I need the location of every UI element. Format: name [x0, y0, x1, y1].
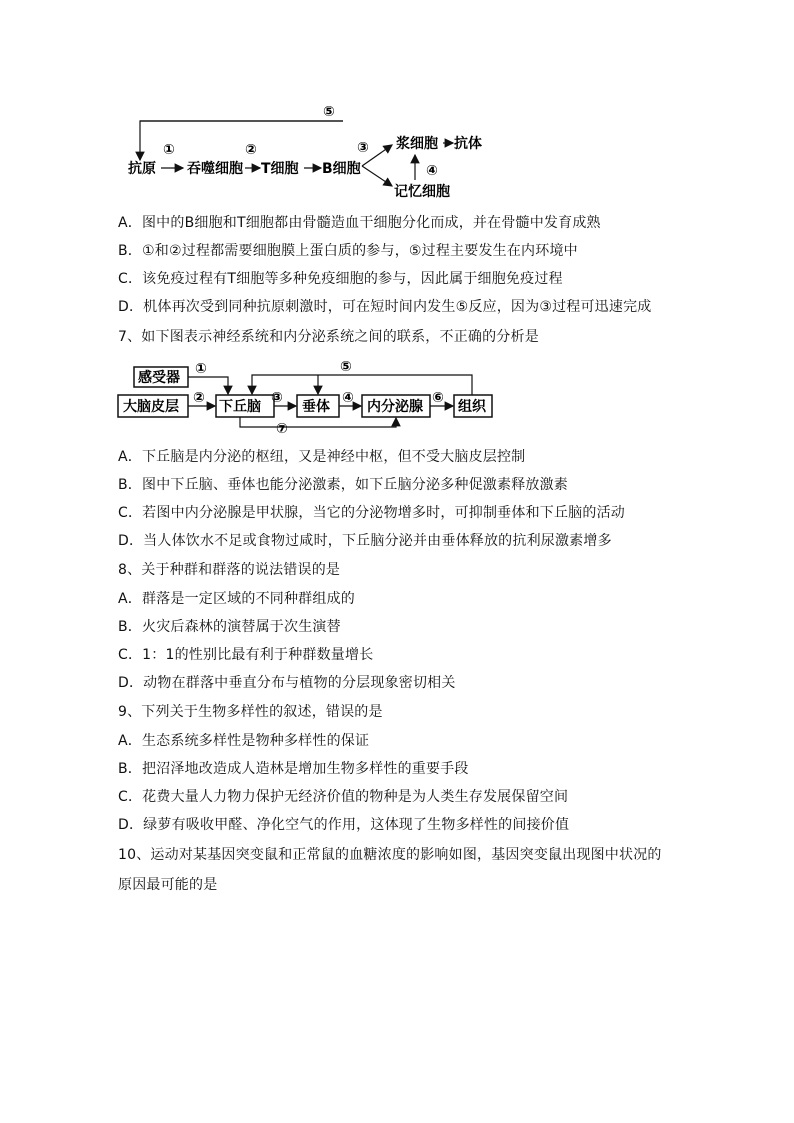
- node-plasma-cell: 浆细胞: [396, 136, 438, 152]
- q6-option-b: B．①和②过程都需要细胞膜上蛋白质的参与，⑤过程主要发生在内环境中: [118, 243, 578, 259]
- node-tissue: 组织: [458, 399, 486, 415]
- q9-option-d: D．绿萝有吸收甲醛、净化空气的作用，这体现了生物多样性的间接价值: [118, 817, 570, 833]
- q6-option-d: D．机体再次受到同种抗原刺激时，可在短时间内发生⑤反应，因为③过程可迅速完成: [118, 299, 652, 315]
- node-b-cell: B细胞: [322, 161, 361, 177]
- q7-option-a: A．下丘脑是内分泌的枢纽，又是神经中枢，但不受大脑皮层控制: [118, 449, 526, 465]
- q10-stem-line2: 原因最可能的是: [118, 877, 218, 893]
- circled-5: ⑤: [323, 104, 335, 120]
- q7-option-b: B．图中下丘脑、垂体也能分泌激素，如下丘脑分泌多种促激素释放激素: [118, 477, 569, 493]
- q9-option-c: C．花费大量人力物力保护无经济价值的物种是为人类生存发展保留空间: [118, 789, 569, 805]
- q8-option-b: B．火灾后森林的演替属于次生演替: [118, 619, 341, 635]
- node-memory-cell: 记忆细胞: [394, 184, 450, 200]
- circled-4: ④: [426, 163, 438, 179]
- node-phagocyte: 吞噬细胞: [187, 161, 243, 177]
- node-hypothalamus: 下丘脑: [219, 399, 261, 415]
- node-cortex: 大脑皮层: [123, 399, 179, 415]
- q8-option-c: C．1：1的性别比最有利于种群数量增长: [118, 647, 374, 663]
- node-t-cell: T细胞: [261, 161, 299, 177]
- q6-option-c: C．该免疫过程有T细胞等多种免疫细胞的参与，因此属于细胞免疫过程: [118, 271, 563, 287]
- node-endocrine: 内分泌腺: [367, 399, 423, 415]
- circled-1: ①: [163, 142, 175, 158]
- q7-option-d: D．当人体饮水不足或食物过咸时，下丘脑分泌并由垂体释放的抗利尿激素增多: [118, 533, 612, 549]
- immune-process-diagram: [0, 0, 794, 210]
- node-antibody: 抗体: [454, 136, 482, 152]
- node-antigen: 抗原: [128, 161, 156, 177]
- circled-3: ③: [357, 140, 369, 156]
- q9-option-b: B．把沼泽地改造成人造林是增加生物多样性的重要手段: [118, 761, 469, 777]
- q7-option-c: C．若图中内分泌腺是甲状腺，当它的分泌物增多时，可抑制垂体和下丘脑的活动: [118, 505, 625, 521]
- circled-2: ②: [245, 142, 257, 158]
- q6-option-a: A．图中的B细胞和T细胞都由骨髓造血干细胞分化而成，并在骨髓中发育成熟: [118, 215, 601, 231]
- circled-4: ④: [342, 390, 354, 406]
- circled-3: ③: [271, 390, 283, 406]
- node-pituitary: 垂体: [302, 399, 330, 415]
- q10-stem-line1: 10、运动对某基因突变鼠和正常鼠的血糖浓度的影响如图，基因突变鼠出现图中状况的: [118, 847, 662, 863]
- circled-2: ②: [193, 390, 205, 406]
- circled-6: ⑥: [432, 390, 444, 406]
- neuro-endocrine-diagram: [0, 355, 794, 435]
- q9-stem: 9、下列关于生物多样性的叙述，错误的是: [118, 704, 383, 720]
- circled-5: ⑤: [340, 359, 352, 375]
- q8-option-a: A．群落是一定区域的不同种群组成的: [118, 591, 355, 607]
- q8-option-d: D．动物在群落中垂直分布与植物的分层现象密切相关: [118, 675, 456, 691]
- node-receptor: 感受器: [138, 370, 180, 386]
- q8-stem: 8、关于种群和群落的说法错误的是: [118, 562, 341, 578]
- q9-option-a: A．生态系统多样性是物种多样性的保证: [118, 733, 370, 749]
- circled-1: ①: [195, 361, 207, 377]
- circled-7: ⑦: [276, 421, 288, 435]
- arrow-3-down: [362, 166, 392, 186]
- q7-stem: 7、如下图表示神经系统和内分泌系统之间的联系，不正确的分析是: [118, 329, 539, 345]
